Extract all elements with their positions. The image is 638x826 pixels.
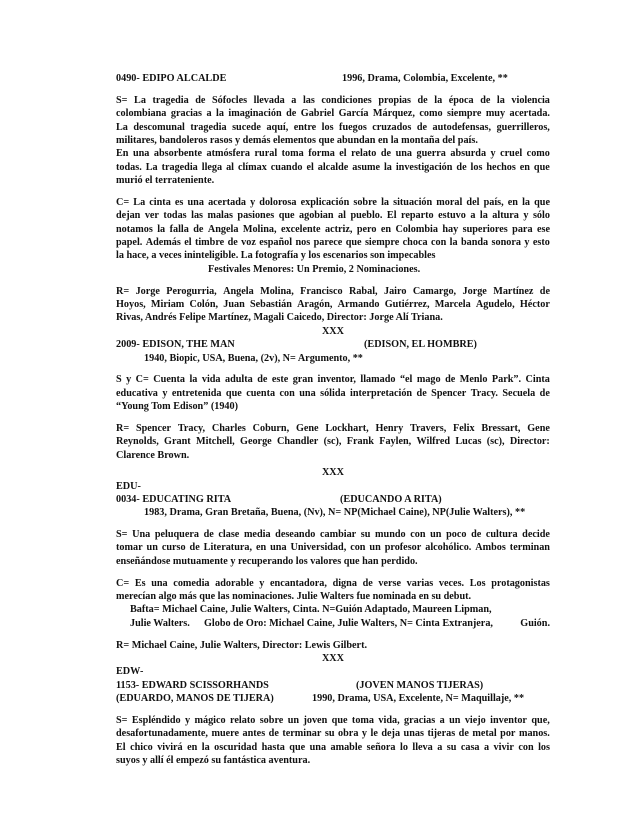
synopsis-line: S= Espléndido y mágico relato sobre un joven que toma vida, gracias a un viejo inventor que, [116,714,550,726]
synopsis-line: desafortunadamente, muere antes de terminar su obra y le deja unas tijeras de metal por manos. [116,728,550,740]
separator: XXX [321,652,345,664]
film-title: 1153- EDWARD SCISSORHANDS [116,679,269,691]
awards-line: Bafta= Michael Caine, Julie Walters, Cinta. N=Guión Adaptado, Maureen Lipman, [130,604,492,616]
film-title: 0034- EDUCATING RITA [116,493,232,505]
entry-header [116,692,550,705]
comment-line: C= Es una comedia adorable y encantadora, digna de verse varias veces. Los protagonistas [116,577,550,589]
synopsis-line: educativa y entretenida que cuenta con una sólida interpretación de Spencer Tracy. Secuela de [116,387,550,399]
film-info: 1983, Drama, Gran Bretaña, Buena, (Nv), N= NP(Michael Caine), NP(Julie Walters), ** [144,507,526,519]
synopsis-line: enseñándose mutuamente y recuperando los valores que han perdido. [116,555,418,567]
synopsis-line: murió el terrateniente. [116,175,215,187]
entry-header [116,72,550,85]
synopsis-line: tomar un curso de Literatura, en una Universidad, con un profesor alcohólico. Ambos terminan [116,542,550,554]
film-info: 1940, Biopic, USA, Buena, (2v), N= Argumento, ** [144,352,363,364]
comment-line: papel. Además el timbre de voz español nos parece que siempre choca con la banda sonora y esto [116,237,550,249]
document-page [116,72,550,767]
separator: XXX [321,325,345,337]
synopsis-line: colombiana gracias a la imaginación de Gabriel García Márquez, como siempre muy acertada. [116,108,550,120]
synopsis-line: suyos y allí él empezó su fantástica aventura. [116,755,311,767]
synopsis-line: todas. La tragedia llega al clímax cuando el alcalde asume la investigación de los hechos en que [116,161,550,173]
film-alt-title: (JOVEN MANOS TIJERAS) [356,679,484,691]
film-code: EDU- [116,480,141,492]
synopsis-line: militares, bandoleros rasos y demás elementos que abundan en la montaña del país. [116,134,478,146]
film-code: EDW- [116,666,144,678]
synopsis-line: La descomunal tragedia sucede aquí, entre los fuegos cruzados de autodefensas, guerrilleros, [116,121,550,133]
comment-line: notamos la falla de Angela Molina, excelente actriz, pero en Colombia hay superiores para ese [116,223,550,235]
comment-line: dejan ver todas las malas pasiones que agobian al pueblo. El reparto estuvo a la altura y sólo [116,210,550,222]
comment-line: C= La cinta es una acertada y dolorosa explicación sobre la situación moral del país, en la que [116,196,550,208]
comment-line: la hace, a veces ininteligible. La fotografía y los escenarios son impecables [116,250,436,262]
comment-line: merecían algo más que las nominaciones. Julie Walters fue nominada en su debut. [116,591,472,603]
entry-header [116,679,550,692]
entry-header [116,338,550,351]
cast-line: Hoyos, Miriam Colón, Juan Sebastián Aragón, Armando Gutiérrez, Marcela Agudelo, Héctor [116,299,550,311]
cast-line: Reynolds, Grant Mitchell, George Chandler (sc), Frank Faylen, Wilfred Lucas (sc), Director: [116,436,550,448]
cast-line: Rivas, Andrés Felipe Martínez, Magali Caicedo, Director: Jorge Alí Triana. [116,312,443,324]
film-alt-title: (EDUARDO, MANOS DE TIJERA) [116,693,274,705]
cast-line: R= Spencer Tracy, Charles Coburn, Gene Lockhart, Henry Travers, Felix Bressart, Gene [116,422,550,434]
festivals-line: Festivales Menores: Un Premio, 2 Nominaciones. [208,263,421,275]
awards-text: Julie Walters. [130,617,190,629]
synopsis-line: S y C= Cuenta la vida adulta de este gran inventor, llamado “el mago de Menlo Park”. Cinta [116,374,550,386]
synopsis-line: S= Una peluquera de clase media deseando cambiar su mundo con un poco de cultura decide [116,529,550,541]
film-alt-title: (EDUCANDO A RITA) [340,493,442,505]
awards-text: Globo de Oro: Michael Caine, Julie Walters, N= Cinta Extranjera, [204,617,493,629]
cast-line: Clarence Brown. [116,449,190,461]
film-info: 1996, Drama, Colombia, Excelente, ** [342,73,508,84]
entry-header [116,493,550,506]
awards-line [116,617,550,630]
separator: XXX [321,467,345,479]
film-info: 1990, Drama, USA, Excelente, N= Maquillaje, ** [312,693,525,705]
film-title: 0490- EDIPO ALCALDE [116,73,227,84]
synopsis-line: El chico vivirá en la oscuridad hasta que una amable señora lo lleva a su casa a vivir con los [116,741,550,753]
synopsis-line: “Young Tom Edison” (1940) [116,401,239,413]
film-alt-title: (EDISON, EL HOMBRE) [364,339,477,351]
cast-line: R= Jorge Perogurria, Angela Molina, Francisco Rabal, Jairo Camargo, Jorge Martínez de [116,285,550,297]
film-title: 2009- EDISON, THE MAN [116,339,235,351]
synopsis-line: S= La tragedia de Sófocles llevada a las condiciones propias de la época de la violencia [116,94,550,106]
awards-text: Guión. [520,617,550,629]
cast-line: R= Michael Caine, Julie Walters, Director: Lewis Gilbert. [116,639,368,651]
synopsis-line: En una absorbente atmósfera rural toma forma el relato de una guerra absurda y cruel como [116,148,550,160]
